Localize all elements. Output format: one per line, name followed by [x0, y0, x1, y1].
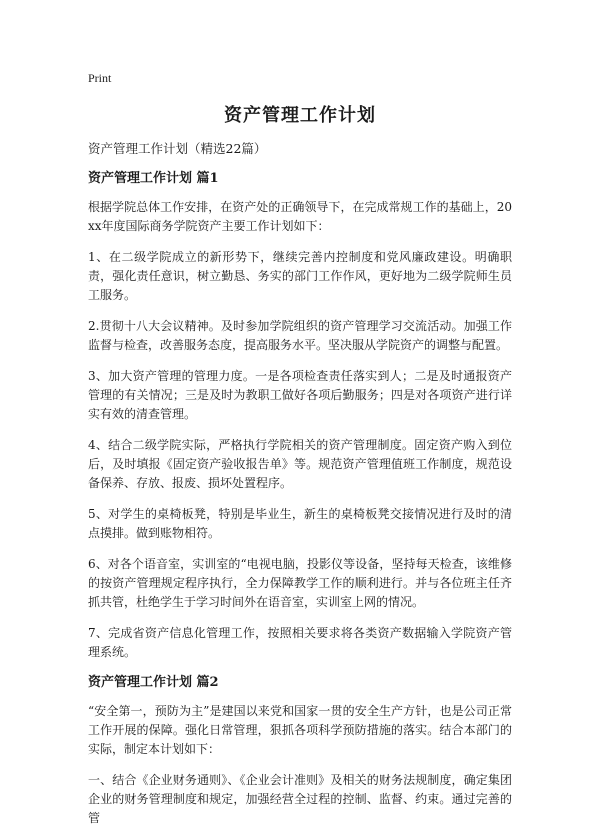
paragraph: 5、对学生的桌椅板凳，特别是毕业生，新生的桌椅板凳交接情况进行及时的清点摸排。做到账物相符。	[88, 507, 512, 540]
paragraph: 1、在二级学院成立的新形势下，继续完善内控制度和党风廉政建设。明确职责，强化责任意识，树立勤恳、务实的部门工作作风，更好地为二级学院师生员工服务。	[88, 250, 512, 302]
section-heading: 资产管理工作计划 篇2	[88, 675, 219, 690]
section-2	[88, 674, 512, 828]
paragraph: “安全第一，预防为主”是建国以来党和国家一贯的安全生产方针，也是公司正常工作开展的保障。强化日常管理，狠抓各项科学预防措施的落实。结合本部门的实际，制定本计划如下：	[88, 704, 512, 756]
paragraph: 3、加大资产管理的管理力度。一是各项检查责任落实到人；二是及时通报资产管理的有关情况；三是及时为教职工做好各项后勤服务；四是对各项资产进行详实有效的清查管理。	[88, 369, 512, 421]
paragraph: 2.贯彻十八大会议精神。及时参加学院组织的资产管理学习交流活动。加强工作监督与检查，改善服务态度，提高服务水平。坚决服从学院资产的调整与配置。	[88, 319, 512, 352]
paragraph: 4、结合二级学院实际，严格执行学院相关的资产管理制度。固定资产购入到位后，及时填报《固定资产验收报告单》等。规范资产管理值班工作制度，规范设备保养、存放、报废、损坏处置程序。	[88, 438, 512, 490]
paragraph: 根据学院总体工作安排，在资产处的正确领导下，在完成常规工作的基础上，20xx年度国际商务学院资产主要工作计划如下：	[88, 200, 512, 233]
paragraph: 6、对各个语音室，实训室的“电视电脑，投影仪等设备，坚持每天检查，该维修的按资产管理规定程序执行，全力保障教学工作的顺利进行。并与各位班主任齐抓共管，杜绝学生于学习时间外在语音室，实训室上网的情况。	[88, 557, 512, 609]
section-1	[88, 170, 512, 662]
paragraph: 一、结合《企业财务通则》、《企业会计准则》及相关的财务法规制度，确定集团企业的财务管理制度和规定，加强经营全过程的控制、监督、约束。通过完善的管	[88, 773, 512, 825]
paragraph: 7、完成省资产信息化管理工作，按照相关要求将各类资产数据输入学院资产管理系统。	[88, 626, 512, 659]
document-subtitle: 资产管理工作计划（精选22篇）	[88, 141, 267, 156]
section-heading: 资产管理工作计划 篇1	[88, 171, 219, 186]
document-title: 资产管理工作计划	[224, 105, 376, 126]
print-label[interactable]: Print	[88, 71, 112, 85]
